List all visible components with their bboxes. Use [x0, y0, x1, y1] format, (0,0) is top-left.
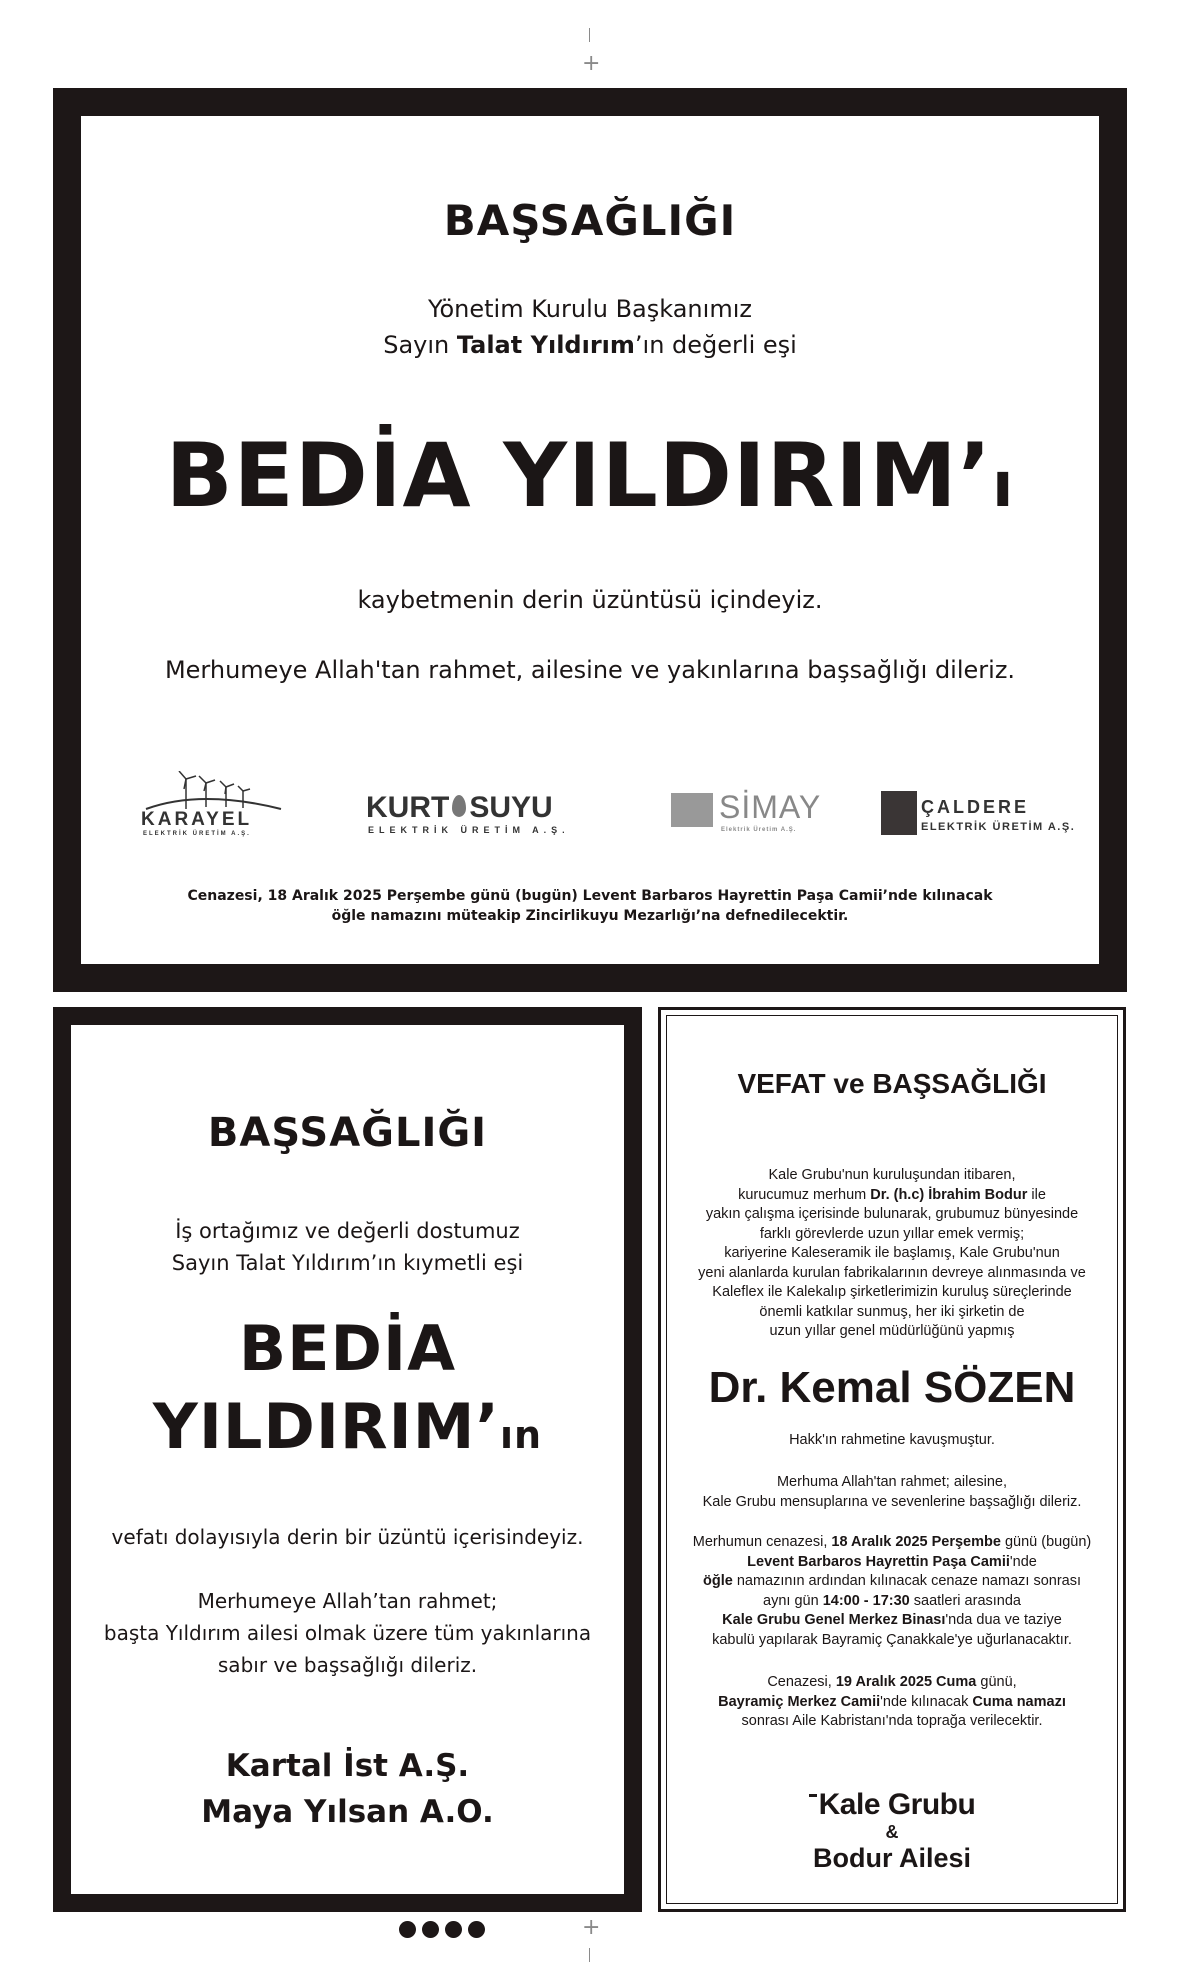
ad3-text: namazının ardından kılınacak cenaze namazı sonrası: [732, 1573, 1081, 1589]
ad3-p4-line: [667, 1533, 1117, 1553]
ad2-sign1: Kartal İst A.Ş.: [225, 1748, 470, 1784]
ad3-paragraph-3: [667, 1473, 1117, 1512]
ad3-text: saatleri arasında: [909, 1592, 1021, 1609]
ad3-p1-line: [667, 1186, 1117, 1206]
ad1-line1: kaybetmenin derin üzüntüsü içindeyiz.: [357, 586, 823, 614]
ad2-deceased-line1: BEDİA: [238, 1312, 457, 1385]
ad1-funeral-info: [81, 886, 1099, 926]
condolence-ad-karayel: [53, 88, 1127, 992]
ad3-inner-frame: [666, 1015, 1118, 1904]
ad3-p1-line: [667, 1244, 1117, 1264]
ad2-deceased-line2: [71, 1388, 624, 1474]
ad3-p4-line: [667, 1553, 1117, 1573]
ad3-text: kurucumuz merhum: [738, 1186, 871, 1203]
page-dot-4: [468, 1921, 485, 1938]
condolence-ad-kartal: [53, 1007, 642, 1912]
ad2-line2a: Merhumeye Allah’tan rahmet;: [197, 1589, 498, 1613]
ad1-deceased-suffix: ı: [992, 448, 1015, 521]
caldere-logo-name: ÇALDERE: [921, 797, 1030, 817]
wind-turbine-icon: [141, 771, 291, 811]
ad3-p1-line: [667, 1225, 1117, 1245]
ad2-line2c: sabır ve başsağlığı dileriz.: [217, 1653, 478, 1677]
kale-grubu-logo: [667, 1788, 1117, 1822]
kurtsuyu-logo-name: [366, 791, 553, 825]
ad2-signature: [71, 1743, 624, 1835]
kurtsuyu-logo-part-a: KURT: [366, 791, 450, 824]
ad2-intro-line2: Sayın Talat Yıldırım’ın kıymetli eşi: [171, 1251, 524, 1275]
ad3-paragraph-4: [667, 1533, 1117, 1650]
ad3-paragraph-1: [667, 1166, 1117, 1342]
kurtsuyu-logo-sub: ELEKTRİK ÜRETİM A.Ş.: [368, 825, 570, 835]
ad3-bold-text: Cuma namazı: [972, 1693, 1066, 1710]
condolence-ad-kale-grubu: [658, 1007, 1126, 1912]
crop-mark-bottom-line: [589, 1948, 590, 1962]
ad3-text: önemli katkılar sunmuş, her iki şirketin de: [759, 1303, 1025, 1320]
ad2-line2b: başta Yıldırım ailesi olmak üzere tüm yakınlarına: [103, 1621, 592, 1645]
ad1-intro-bold: Talat Yıldırım: [456, 331, 635, 359]
ad1-intro: [81, 291, 1099, 363]
ad3-bold-text: Levent Barbaros Hayrettin Paşa Camii: [747, 1553, 1010, 1570]
ad3-bold-text: Dr. (h.c) İbrahim Bodur: [870, 1186, 1028, 1203]
ad3-bold-text: öğle: [702, 1573, 733, 1589]
ad3-p1-line: [667, 1264, 1117, 1284]
ad1-intro-line2: [81, 327, 1099, 363]
ad3-text: Cenazesi,: [767, 1674, 836, 1690]
ad2-deceased-suffix: ın: [500, 1413, 543, 1457]
ad1-title: BAŞSAĞLIĞI: [443, 196, 737, 245]
crop-mark-bottom-plus: +: [582, 1915, 601, 1940]
ad3-p5-line: [667, 1673, 1117, 1693]
ad3-p1-line: [667, 1283, 1117, 1303]
ad3-p5-line: [667, 1693, 1117, 1713]
simay-logo-sub: Elektrik Üretim A.Ş.: [721, 827, 797, 833]
ad3-bold-text: Kale Grubu Genel Merkez Binası: [722, 1612, 946, 1628]
ad3-signature: [667, 1788, 1117, 1874]
ad1-line2: Merhumeye Allah'tan rahmet, ailesine ve yakınlarına başsağlığı dileriz.: [164, 656, 1016, 684]
ad2-sign2: Maya Yılsan A.O.: [201, 1794, 494, 1830]
caldere-logo-sub: ELEKTRİK ÜRETİM A.Ş.: [921, 821, 1076, 833]
caldere-mark-icon: [881, 791, 917, 835]
ad3-p1-line: [667, 1303, 1117, 1323]
ad1-funeral-line2: öğle namazını müteakip Zincirlikuyu Mezarlığı’na defnedilecektir.: [331, 908, 849, 924]
ad1-deceased-name: [81, 426, 1099, 535]
ad3-text: sonrası Aile Kabristanı'nda toprağa verilecektir.: [741, 1713, 1043, 1729]
ad3-text: kabulü yapılarak Bayramiç Çanakkale'ye uğurlanacaktır.: [712, 1631, 1072, 1648]
ad3-p3-line: [667, 1493, 1117, 1513]
ad1-funeral-line1: Cenazesi, 18 Aralık 2025 Perşembe günü (bugün) Levent Barbaros Hayrettin Paşa Camii’nde kılınacak: [187, 888, 993, 904]
ad2-title: BAŞSAĞLIĞI: [207, 1110, 488, 1156]
ad3-p4-line: [667, 1572, 1117, 1592]
ad3-text: Kale Grubu'nun kuruluşundan itibaren,: [768, 1167, 1016, 1183]
karayel-logo-name: KARAYEL: [141, 809, 253, 830]
ad3-p1-line: [667, 1205, 1117, 1225]
simay-logo-name: SİMAY: [719, 789, 822, 825]
ad3-p1-line: [667, 1322, 1117, 1342]
kurtsuyu-logo-part-b: SUYU: [469, 791, 553, 824]
ad3-text: kariyerine Kaleseramik ile başlamış, Kale Grubu'nun: [724, 1245, 1060, 1261]
ad3-paragraph-5: [667, 1673, 1117, 1732]
ad2-line2: [71, 1585, 624, 1681]
karayel-logo: [141, 771, 291, 841]
ad2-deceased-name: [71, 1310, 624, 1474]
ad3-text: farklı görevlerde uzun yıllar emek vermiş;: [759, 1225, 1025, 1242]
ad1-intro-line1: Yönetim Kurulu Başkanımız: [428, 295, 752, 323]
page-dot-3: [445, 1921, 462, 1938]
karayel-logo-sub: ELEKTRİK ÜRETİM A.Ş.: [143, 831, 251, 837]
ad1-intro-prefix: Sayın: [383, 331, 457, 359]
ad3-text: aynı gün: [763, 1592, 823, 1609]
ad2-deceased-main: YILDIRIM’: [152, 1390, 500, 1463]
simay-logo: [671, 789, 821, 839]
ad3-text: 'nda dua ve taziye: [945, 1612, 1062, 1628]
crop-mark-top-line: [589, 28, 590, 42]
ad3-text: Merhumun cenazesi,: [692, 1534, 832, 1550]
crop-mark-top-plus: +: [582, 51, 601, 76]
ad3-text: Kaleflex ile Kalekalıp şirketlerimizin kuruluş süreçlerinde: [712, 1284, 1072, 1300]
ad3-text: yeni alanlarda kurulan fabrikalarının devreye alınmasında ve: [698, 1264, 1086, 1281]
ad3-text: ile: [1027, 1186, 1046, 1203]
ad1-deceased-main: BEDİA YILDIRIM’: [165, 424, 993, 527]
simay-mark-icon: [671, 793, 713, 827]
ad3-bold-text: 14:00 - 17:30: [822, 1592, 910, 1609]
water-drop-icon: [452, 795, 466, 817]
ad3-p4-line: [667, 1611, 1117, 1631]
ad3-text: 'nde kılınacak: [880, 1693, 973, 1710]
ad3-text: Kale Grubu mensuplarına ve sevenlerine başsağlığı dileriz.: [702, 1493, 1082, 1510]
kurtsuyu-logo: [366, 791, 586, 836]
ad3-title: VEFAT ve BAŞSAĞLIĞI: [737, 1068, 1047, 1099]
page-dot-1: [399, 1921, 416, 1938]
page-dot-2: [422, 1921, 439, 1938]
ad3-bold-text: Bayramiç Merkez Camii: [718, 1693, 881, 1710]
ad3-sign1: Kale Grubu: [818, 1788, 976, 1821]
ad3-text: uzun yıllar genel müdürlüğünü yapmış: [769, 1323, 1015, 1339]
ad2-intro-line1: İş ortağımız ve değerli dostumuz: [175, 1219, 520, 1243]
ad2-intro: [71, 1215, 624, 1279]
ad3-p3-line: [667, 1473, 1117, 1493]
ad3-text: yakın çalışma içerisinde bulunarak, grubumuz bünyesinde: [705, 1206, 1079, 1222]
caldere-logo: [881, 789, 1081, 839]
ad2-line1: vefatı dolayısıyla derin bir üzüntü içerisindeyiz.: [111, 1525, 584, 1549]
ad3-bold-text: 18 Aralık 2025 Perşembe: [831, 1534, 1001, 1550]
ad3-bold-text: 19 Aralık 2025 Cuma: [835, 1674, 977, 1690]
ad3-text: 'nde: [1009, 1553, 1037, 1570]
ad3-p1-line: [667, 1166, 1117, 1186]
ad3-paragraph-2: Hakk'ın rahmetine kavuşmuştur.: [789, 1432, 995, 1448]
ad3-p4-line: [667, 1631, 1117, 1651]
ad1-intro-suffix: ’ın değerli eşi: [634, 331, 797, 359]
ad3-sign2: Bodur Ailesi: [812, 1843, 972, 1873]
ad3-p4-line: [667, 1592, 1117, 1612]
kale-mark-icon: [809, 1794, 817, 1807]
ad3-deceased-name: Dr. Kemal SÖZEN: [708, 1363, 1076, 1412]
ad3-text: günü,: [976, 1674, 1017, 1690]
ad3-text: Merhuma Allah'tan rahmet; ailesine,: [776, 1474, 1008, 1490]
ad3-text: günü (bugün): [1000, 1534, 1092, 1550]
ad3-sign-amp: &: [885, 1822, 899, 1842]
ad3-p5-line: [667, 1712, 1117, 1732]
